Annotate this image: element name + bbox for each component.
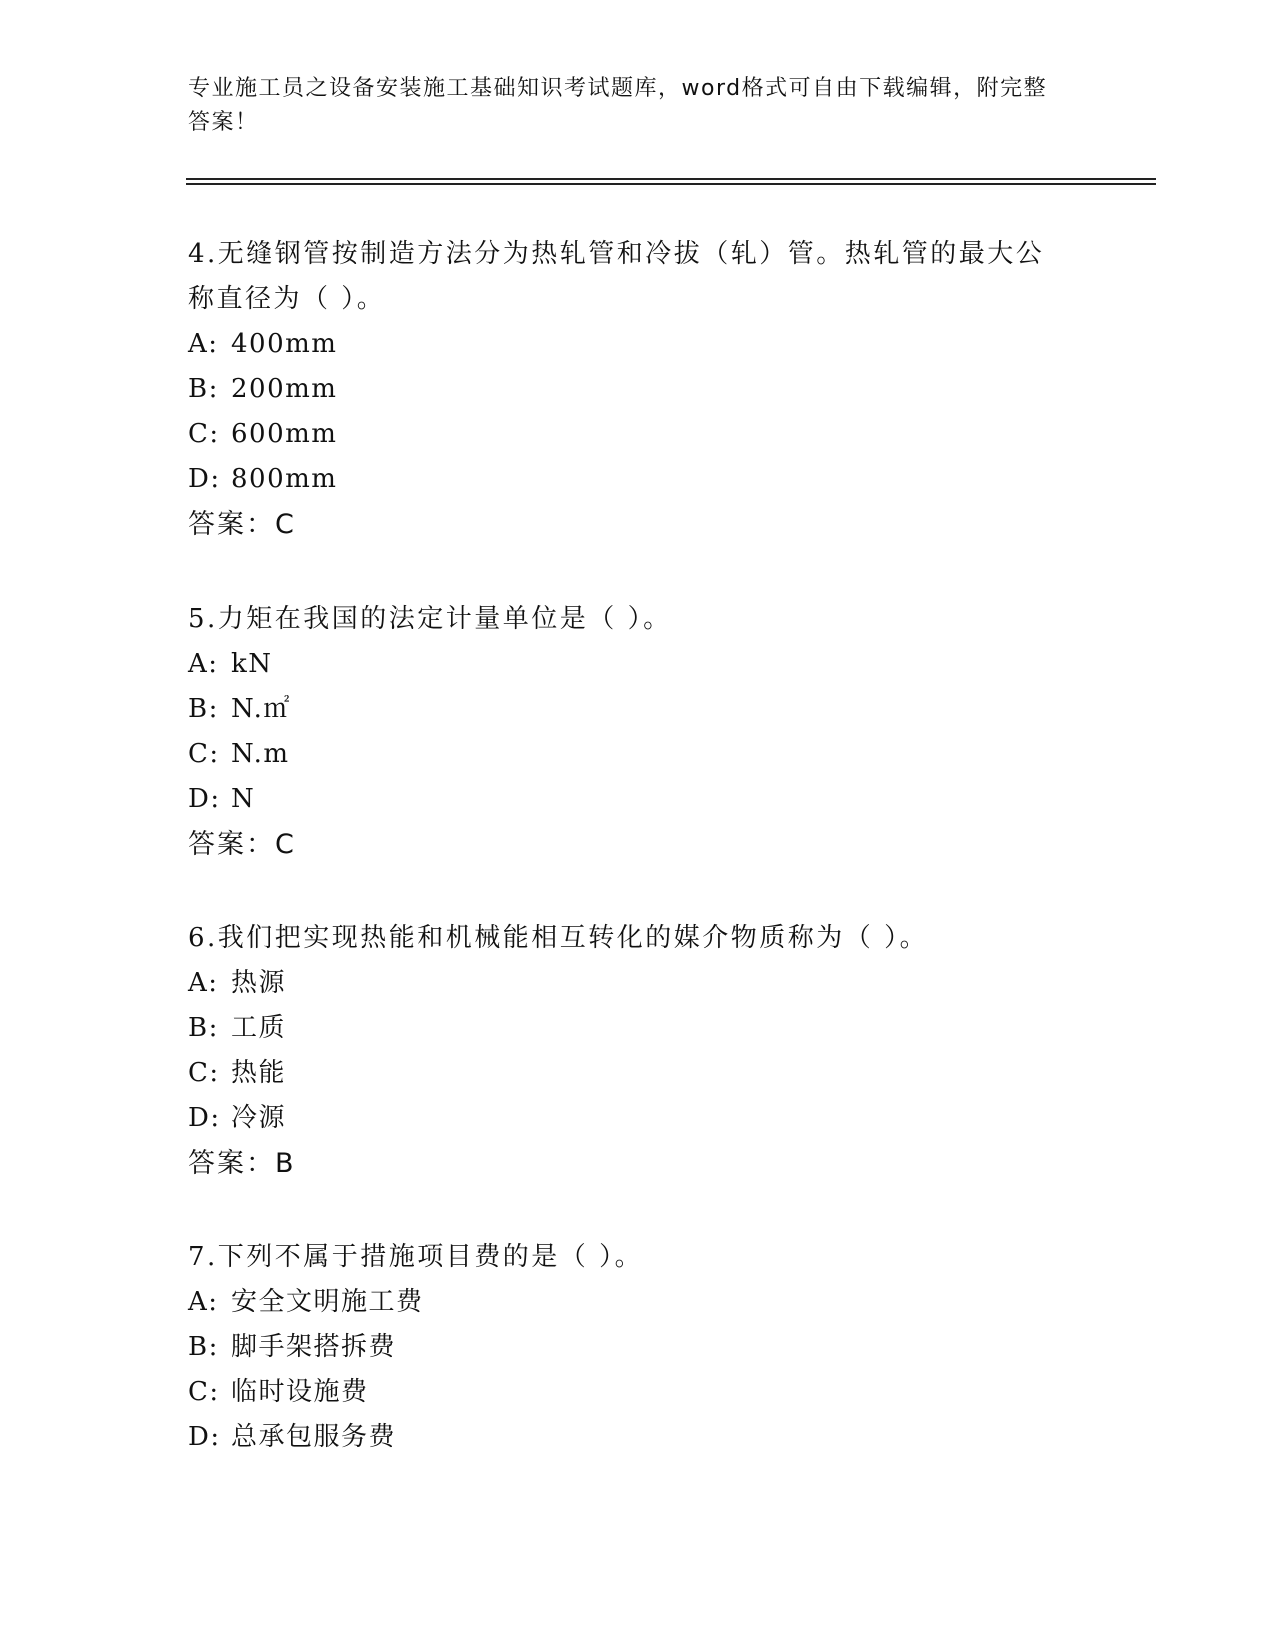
header-divider-top xyxy=(186,178,1156,180)
answer-line: 答案：C xyxy=(188,509,296,540)
option-a xyxy=(188,1280,1068,1325)
option-letter: B: xyxy=(188,1332,219,1362)
option-letter: D: xyxy=(188,784,221,814)
option-letter: A: xyxy=(188,649,219,679)
option-a xyxy=(188,642,1068,687)
option-b xyxy=(188,1325,1068,1370)
option-b xyxy=(188,367,1068,412)
question-7 xyxy=(188,1235,1068,1460)
question-5 xyxy=(188,597,1068,868)
document-header: 专业施工员之设备安装施工基础知识考试题库，word格式可自由下载编辑，附完整答案！ xyxy=(188,76,1048,135)
question-6 xyxy=(188,916,1068,1187)
option-text: 400mm xyxy=(231,329,338,359)
option-letter: C: xyxy=(188,1058,220,1088)
option-b xyxy=(188,1006,1068,1051)
option-text: 热能 xyxy=(231,1058,287,1088)
option-c xyxy=(188,1051,1068,1096)
option-c xyxy=(188,412,1068,457)
option-a xyxy=(188,322,1068,367)
option-letter: D: xyxy=(188,1103,221,1133)
option-letter: C: xyxy=(188,739,220,769)
option-b xyxy=(188,687,1068,732)
option-c xyxy=(188,1370,1068,1415)
answer-line: 答案：B xyxy=(188,1148,296,1179)
option-letter: A: xyxy=(188,1287,219,1317)
option-text: 800mm xyxy=(231,464,338,494)
option-d xyxy=(188,457,1068,502)
question-stem: 4.无缝钢管按制造方法分为热轧管和冷拔（轧）管。热轧管的最大公称直径为（ ）。 xyxy=(188,239,1045,314)
option-letter: A: xyxy=(188,968,219,998)
question-stem: 6.我们把实现热能和机械能相互转化的媒介物质称为（ ）。 xyxy=(188,923,929,953)
option-c xyxy=(188,732,1068,777)
option-letter: D: xyxy=(188,464,221,494)
header-divider-bottom xyxy=(186,183,1156,185)
option-letter: C: xyxy=(188,419,220,449)
option-text: 600mm xyxy=(231,419,338,449)
option-d xyxy=(188,1096,1068,1141)
option-text: 总承包服务费 xyxy=(231,1422,397,1452)
option-text: kN xyxy=(231,649,273,679)
question-stem: 7.下列不属于措施项目费的是（ ）。 xyxy=(188,1242,644,1272)
option-text: 临时设施费 xyxy=(231,1377,369,1407)
option-text: 工质 xyxy=(231,1013,287,1043)
option-text: 脚手架搭拆费 xyxy=(231,1332,397,1362)
option-text: 冷源 xyxy=(231,1103,287,1133)
option-text: N xyxy=(231,784,256,814)
option-text: 安全文明施工费 xyxy=(231,1287,424,1317)
option-letter: B: xyxy=(188,1013,219,1043)
option-text: 热源 xyxy=(231,968,287,998)
option-letter: D: xyxy=(188,1422,221,1452)
option-a xyxy=(188,961,1068,1006)
answer-line: 答案：C xyxy=(188,829,296,860)
question-4 xyxy=(188,232,1068,548)
option-text: N.m xyxy=(231,739,290,769)
option-letter: B: xyxy=(188,694,219,724)
option-text: N.㎡ xyxy=(231,694,291,724)
option-d xyxy=(188,777,1068,822)
question-stem: 5.力矩在我国的法定计量单位是（ ）。 xyxy=(188,604,672,634)
option-d xyxy=(188,1415,1068,1460)
option-text: 200mm xyxy=(231,374,338,404)
option-letter: B: xyxy=(188,374,219,404)
option-letter: C: xyxy=(188,1377,220,1407)
option-letter: A: xyxy=(188,329,219,359)
